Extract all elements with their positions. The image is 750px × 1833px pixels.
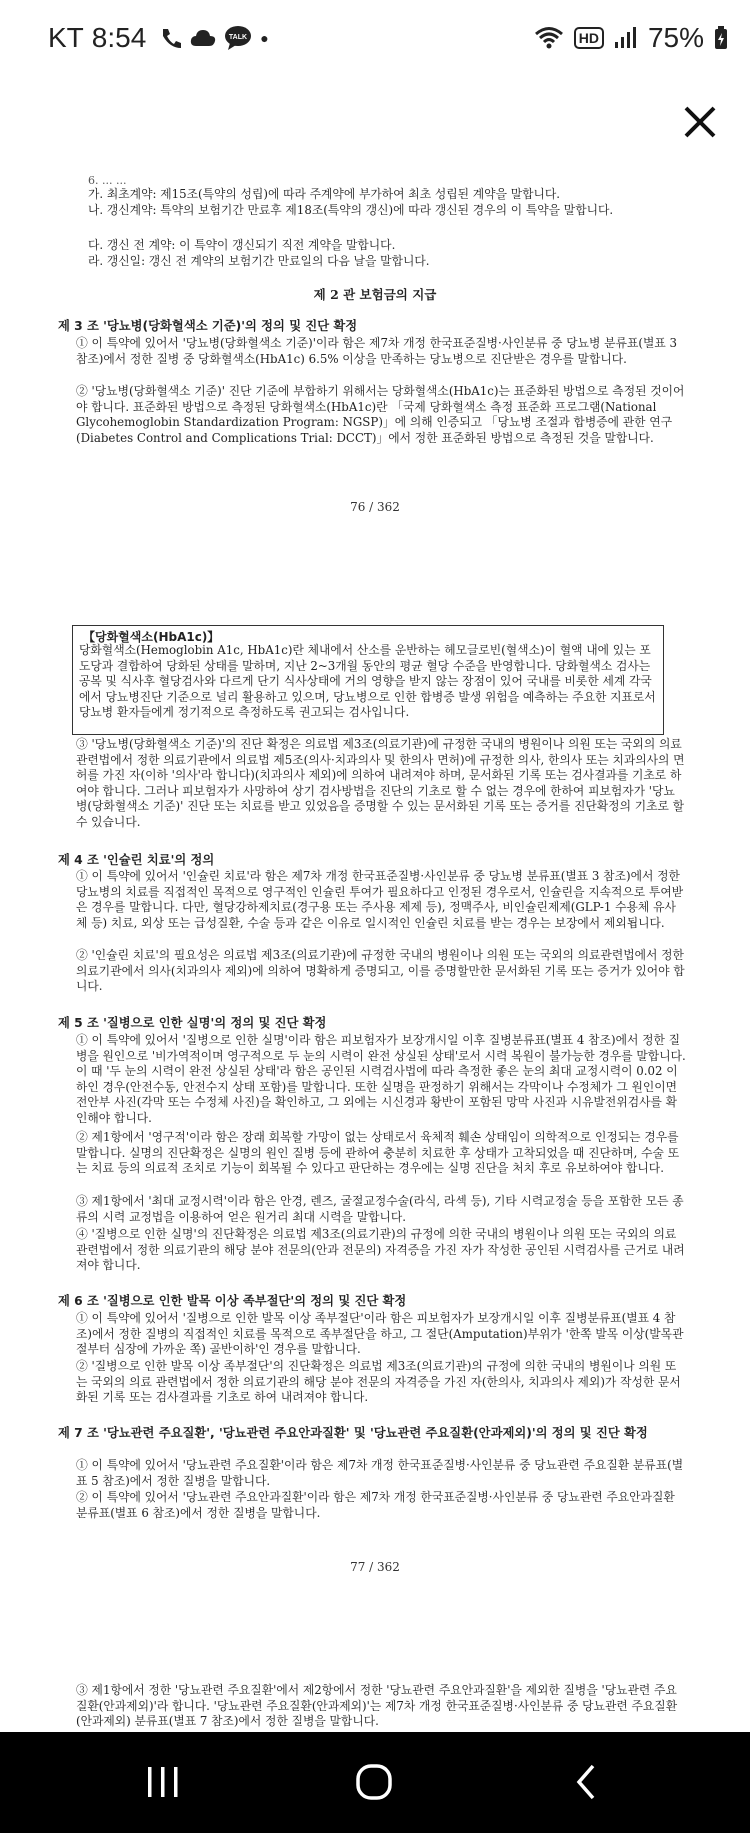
article-4-title: 제 4 조 '인슐린 치료'의 정의 [58, 853, 215, 867]
carrier-label: KT [48, 22, 84, 53]
article-5-para-3: ③ 제1항에서 '최대 교정시력'이라 함은 안경, 렌즈, 굴절교정수술(라식, 라섹 등), 기타 시력교정술 등을 포함한 모든 종류의 시력 교정법을 이용하여 얻은 원거리 최대 시력을 말합니다. [76, 1194, 684, 1224]
article-4-para-1: ① 이 특약에 있어서 '인슐린 치료'라 함은 제7차 개정 한국표준질병·사인분류 중 당뇨병 분류표(별표 3 참조)에서 정한 당뇨병의 치료를 직접적인 목적으로 영구적인 인슐린 투여가 필요하다고 인정된 경우로서, 인슐린을 지속적으로 투여받은 경우를 말합니다. 다만, 혈당강하제치료(경구용 또는 주사용 제제 등), 정맥주사, 비인슐린제제(GLP-1 수용체 유사체 등) 치료, 외상 또는 급성질환, 수술 등과 같은 이유로 일시적인 인슐린 치료를 받는 경우는 보장에서 제외됩니다. [76, 869, 684, 930]
signal-icon [614, 27, 638, 49]
recent-apps-button[interactable] [133, 1760, 193, 1804]
definition-item: 다. 갱신 전 계약: 이 특약이 갱신되기 직전 계약을 말합니다. [88, 238, 396, 252]
battery-percent: 75% [647, 22, 704, 53]
article-7-para-1: ① 이 특약에 있어서 '당뇨관련 주요질환'이라 함은 제7차 개정 한국표준질병·사인분류 중 당뇨관련 주요질환 분류표(별표 5 참조)에서 정한 질병을 말합니다. [76, 1458, 684, 1488]
article-6-title: 제 6 조 '질병으로 인한 발목 이상 족부절단'의 정의 및 진단 확정 [58, 1294, 407, 1308]
chapter-heading: 제 2 관 보험금의 지급 [313, 287, 437, 302]
page-number: 76 / 362 [350, 500, 400, 514]
clock: 8:54 [91, 22, 147, 53]
article-7-para-2: ② 이 특약에 있어서 '당뇨관련 주요안과질환'이라 함은 제7차 개정 한국표준질병·사인분류 중 당뇨관련 주요안과질환 분류표(별표 6 참조)에서 정한 질병을 말합니다. [76, 1490, 675, 1520]
article-3-para-2: ② '당뇨병(당화혈색소 기준)' 진단 기준에 부합하기 위해서는 당화혈색소(HbA1c)는 표준화된 방법으로 측정된 것이어야 합니다. 표준화된 방법으로 측정된 당화혈색소(HbA1c)란 「국제 당화혈색소 측정 표준화 프로그램(National Glycohemoglobin Standardization Program: NGSP)」에 의해 인증되고 「당뇨병 조절과 합병증에 관한 연구(Diabetes Control and Complications Trial: DCCT)」에서 정한 표준화된 방법으로 측정된 것을 말합니다. [76, 384, 685, 445]
definition-item: 라. 갱신일: 갱신 전 계약의 보험기간 만료일의 다음 날을 말합니다. [88, 254, 430, 268]
definition-item: 나. 갱신계약: 특약의 보험기간 만료후 제18조(특약의 갱신)에 따라 갱신된 경우의 이 특약을 말합니다. [88, 203, 614, 217]
hd-icon: HD [574, 27, 604, 49]
status-bar [0, 0, 750, 80]
home-icon [354, 1762, 394, 1802]
article-6-para-1: ① 이 특약에 있어서 '질병으로 인한 발목 이상 족부절단'이라 함은 피보험자가 보장개시일 이후 질병분류표(별표 4 참조)에서 정한 질병의 직접적인 치료를 목적으로 족부절단을 하고, 그 절단(Amputation)부위가 '한쪽 발목 이상(발목관절부터 심장에 가까운 쪽) 골반이하'인 경우를 말합니다. [76, 1311, 684, 1357]
svg-text:TALK: TALK [229, 34, 248, 41]
article-3-para-1: ① 이 특약에 있어서 '당뇨병(당화혈색소 기준)'이라 함은 제7차 개정 한국표준질병·사인분류 중 당뇨병 분류표(별표 3 참조)에서 정한 질병 중 당화혈색소(HbA1c) 6.5% 이상을 만족하는 당뇨병으로 진단받은 경우를 말합니다. [76, 336, 678, 366]
article-5-title: 제 5 조 '질병으로 인한 실명'의 정의 및 진단 확정 [58, 1016, 327, 1030]
box-title: 【당화혈색소(HbA1c)】 [83, 630, 220, 644]
dot-icon: ● [260, 30, 269, 46]
article-5-para-4: ④ '질병으로 인한 실명'의 진단확정은 의료법 제3조(의료기관)의 규정에 의한 국내의 병원이나 의원 또는 국외의 의료 관련법에서 정한 의료기관의 해당 분야 전문의(안과 전문의) 자격증을 가진 자가 작성한 공인된 시력검사를 근거로 내려져야 합니다. [76, 1227, 685, 1273]
article-7-para-3: ③ 제1항에서 정한 '당뇨관련 주요질환'에서 제2항에서 정한 '당뇨관련 주요안과질환'을 제외한 질병을 '당뇨관련 주요질환(안과제외)'라 합니다. '당뇨관련 주요질환(안과제외)'는 제7차 개정 한국표준질병·사인분류 중 당뇨관련 주요질환(안과제외) 분류표(별표 7 참조)에서 정한 질병을 말합니다. [76, 1683, 678, 1729]
hba1c-info-box [72, 625, 664, 735]
close-button[interactable] [678, 100, 722, 144]
back-button[interactable] [556, 1760, 616, 1804]
home-button[interactable] [344, 1760, 404, 1804]
article-6-para-2: ② '질병으로 인한 발목 이상 족부절단'의 진단확정은 의료법 제3조(의료기관)의 규정에 의한 국내의 병원이나 의원 또는 국외의 의료 관련법에서 정한 의료기관의 해당 분야 전문의 자격증을 가진 자(한의사, 치과의사 제외)가 작성한 문서화된 기록 또는 검사결과를 기초로 하여 내려져야 합니다. [76, 1359, 681, 1405]
close-icon [683, 105, 717, 139]
wifi-icon [534, 26, 564, 50]
call-icon [160, 26, 182, 50]
notification-icons [160, 25, 268, 51]
article-7-title: 제 7 조 '당뇨관련 주요질환', '당뇨관련 주요안과질환' 및 '당뇨관련 주요질환(안과제외)'의 정의 및 진단 확정 [58, 1426, 648, 1440]
battery-icon [714, 26, 728, 50]
article-4-para-2: ② '인슐린 치료'의 필요성은 의료법 제3조(의료기관)에 규정한 국내의 병원이나 의원 또는 국외의 의료관련법에서 정한 의료기관에서 의사(치과의사 제외)에 의하여 명확하게 증명되고, 이를 증명할만한 문서화된 기록 또는 증거가 있어야 합니다. [76, 948, 685, 994]
article-5-para-1: ① 이 특약에 있어서 '질병으로 인한 실명'이라 함은 피보험자가 보장개시일 이후 질병분류표(별표 4 참조)에서 정한 질병을 원인으로 '비가역적이며 영구적으로 두 눈의 시력이 완전 상실된 상태'로서 시력 복원이 불가능한 경우를 말합니다. 이 때 '두 눈의 시력이 완전 상실된 상태'라 함은 공인된 시력검사법에 따라 측정한 좋은 눈의 최대 교정시력이 0.02 이하인 경우(안전수동, 안전수지 상태 포함)를 말합니다. 또한 실명을 판정하기 위해서는 각막이나 수정체가 그 원인이면 전안부 사진(각막 또는 수정체 사진)을 확인하고, 그 외에는 시신경과 황반이 포함된 망막 사진과 시유발전위검사를 확인해야 합니다. [76, 1033, 686, 1125]
status-left [48, 22, 269, 54]
talk-icon [224, 25, 252, 51]
cloud-icon [190, 28, 216, 48]
status-right [534, 22, 728, 54]
article-3-para-3: ③ '당뇨병(당화혈색소 기준)'의 진단 확정은 의료법 제3조(의료기관)에 규정한 국내의 병원이나 의원 또는 국외의 의료관련법에서 정한 의료기관에서 의료법 제5조(의사·치과의사 및 한의사 면허)에 규정한 의사, 한의사 또는 치과의사의 면허를 가진 자(이하 '의사'라 합니다)(치과의사 제외)에 의하여 내려져야 하며, 문서화된 기록 또는 검사결과를 기초로 하여야 합니다. 그러나 피보험자가 사망하여 상기 검사방법을 진단의 기초로 할 수 없는 경우에 한하여 피보험자가 '당뇨병(당화혈색소 기준)' 진단 또는 치료를 받고 있었음을 증명할 수 있는 문서화된 기록 또는 증거를 진단확정의 기초로 할 수 있습니다. [76, 737, 685, 829]
page-number: 77 / 362 [350, 1560, 400, 1574]
recent-apps-icon [145, 1765, 181, 1799]
definition-item: 가. 최초계약: 제15조(특약의 성립)에 따라 주계약에 부가하여 최초 성립된 계약을 말합니다. [88, 187, 561, 201]
box-body: 당화혈색소(Hemoglobin A1c, HbA1c)란 체내에서 산소를 운반하는 헤모글로빈(혈색소)이 혈액 내에 있는 포도당과 결합하여 당화된 상태를 말하며, 지난 2~3개월 동안의 평균 혈당 수준을 반영합니다. 당화혈색소 검사는 공복 및 식사후 혈당검사와 다르게 단기 식사상태에 거의 영향을 받지 않는 장점이 있어 국내를 비롯한 세계 각국에서 당뇨병진단 기준으로 널리 활용하고 있으며, 당뇨병으로 인한 합병증 발생 위험을 예측하는 주요한 지표로서 당뇨병 환자들에게 정기적으로 측정하도록 권고되는 검사입니다. [79, 643, 656, 720]
back-icon [571, 1762, 601, 1802]
navigation-bar [0, 1732, 750, 1833]
cut-off-line: 6. ... ... [88, 174, 127, 184]
article-5-para-2: ② 제1항에서 '영구적'이라 함은 장래 회복할 가망이 없는 상태로서 육체적 훼손 상태임이 의학적으로 인정되는 경우를 말합니다. 실명의 진단확정은 실명의 원인 질병 등에 관하여 충분히 치료한 후 상태가 고착되었을 때 진단하며, 수술 또는 치료 등의 의료적 조치로 기능이 회복될 수 있다고 판단하는 경우에는 실명 진단을 처치 후로 유보하여야 합니다. [76, 1130, 680, 1176]
article-3-title: 제 3 조 '당뇨병(당화혈색소 기준)'의 정의 및 진단 확정 [58, 319, 358, 333]
